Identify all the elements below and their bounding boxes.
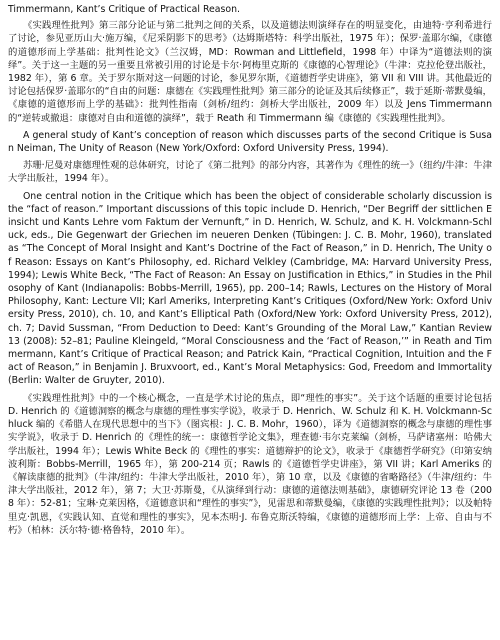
paragraph-zh-fact-of-reason: 《实践理性批判》中的一个核心概念，一直是学术讨论的焦点，即“理性的事实”。关于这个话题的重要讨论包括 D. Henrich 的《道德洞察的概念与康德的理性事实学说》，收录于 D. Henrich、W. Schulz 和 K. H. Volckmann-Schluck 编的《希腊人在现代思想中的当下》（图宾根：J. C. B. Mohr，1960），译为《道德洞察的概念与康德的理性事实学说》，收录于 D. Henrich 的《理性的统一：康德哲学论文集》，理查德·韦尔克莱编（剑桥，马萨诸塞州：哈佛大学出版社，1994 年）；Lewis White Beck 的《理性的事实：道德辩护的论文》，收录于《康德哲学研究》（印第安纳波利斯：Bobbs-Merrill，1965 年），第 200-214 页；Rawls 的《道德哲学史讲座》，第 VII 讲；Karl Ameriks 的《解读康德的批判》（牛津/纽约：牛津大学出版社，2010 年），第 10 章，以及《康德的省略路径》（牛津/纽约：牛津大学出版社，2012 年），第 7；大卫·苏斯曼，《从演绎到行动：康德的道德法则基础》，康德研究评论 13 卷（2008 年）：52-81；宝琳·克莱因格，《道德意识和“理性的事实”》，见雷思和蒂默曼编，《康德的实践理性批判》；以及帕特里克·凯恩，《实践认知、直觉和理性的事实》，见本杰明·J. 布鲁克斯沃特编，《康德的道德形而上学：上帝、自由与不朽》（柏林：沃尔特·德·格鲁特，2010 年）。 — [8, 392, 492, 536]
continued-citation-line: Timmermann, Kant’s Critique of Practical Reason. — [8, 4, 240, 15]
paragraph-zh-third-part-discussion: 《实践理性批判》第三部分论证与第二批判之间的关系，以及道德法则演绎存在的明显变化，由迪特·亨利希进行了讨论，参见亚历山大·施万编，《尼采阴影下的思考》（达姆斯塔特：科学出版社，1975 年）；保罗·盖耶尔编，《康德的道德形而上学基础：批判性论文》（兰汉姆，MD：Rowman and Littlefield，1998 年）中译为“道德法则的演绎”。关于这一主题的另一重要且常被引用的讨论是卡尔·阿梅里克斯的《康德的心智理论》（牛津：克拉伦登出版社，1982 年），第 6 章。关于罗尔斯对这一问题的讨论，参见罗尔斯，《道德哲学史讲座》，第 VII 和 VIII 讲。其他最近的讨论包括保罗·盖耶尔的“自由的问题：康德在《实践理性批判》第三部分的论证及其后续修正”，载于延斯·蒂默曼编，《康德的道德形而上学的基础》：批判性指南（剑桥/纽约：剑桥大学出版社，2009 年）以及 Jens Timmermann 的“逆转或撤退：康德对自由和道德的演绎”，载于 Reath 和 Timmermann 编《康德的《实践理性批判》。 — [8, 20, 492, 124]
paragraph-en-fact-of-reason: One central notion in the Critique which has been the object of considerable scholarly discussion is the “fact of reason.” Important discussions of this topic include D. Henrich, “Der Begriff der sittlichen Einsicht und Kants Lehre vom Faktum der Vernunft,” in D. Henrich, W. Schulz, and K. H. Volckmann-Schluck, eds., Die Gegenwart der Griechen im neueren Denken (Tübingen: J. C. B. Mohr, 1960), translated as “The Concept of Moral Insight and Kant’s Doctrine of the Fact of Reason,” in D. Henrich, The Unity of Reason: Essays on Kant’s Philosophy, ed. Richard Velkley (Cambridge, MA: Harvard University Press, 1994); Lewis White Beck, “The Fact of Reason: An Essay on Justification in Ethics,” in Studies in the Philosophy of Kant (Indianapolis: Bobbs-Merrill, 1965), pp. 200–14; Rawls, Lectures on the History of Moral Philosophy, Kant: Lecture VII; Karl Ameriks, Interpreting Kant’s Critiques (Oxford/New York: Oxford University Press, 2010), ch. 10, and Kant’s Elliptical Path (Oxford/New York: Oxford University Press, 2012), ch. 7; David Sussman, “From Deduction to Deed: Kant’s Grounding of the Moral Law,” Kantian Review 13 (2008): 52–81; Pauline Kleingeld, “Moral Consciousness and the ‘Fact of Reason,’” in Reath and Timmermann, Kant’s Critique of Practical Reason; and Patrick Kain, “Practical Cognition, Intuition and the Fact of Reason,” in Benjamin J. Bruxvoort, ed., Kant’s Moral Metaphysics: God, Freedom and Immortality (Berlin: Walter de Gruyter, 2010). — [8, 190, 492, 387]
paragraph-en-neiman-study: A general study of Kant’s conception of reason which discusses parts of the second Critique is Susan Neiman, The Unity of Reason (New York/Oxford: Oxford University Press, 1994). — [8, 129, 492, 155]
paragraph-zh-neiman-study: 苏珊·尼曼对康德理性观的总体研究，讨论了《第二批判》的部分内容，其著作为《理性的统一》（纽约/牛津：牛津大学出版社，1994 年）。 — [8, 160, 492, 185]
